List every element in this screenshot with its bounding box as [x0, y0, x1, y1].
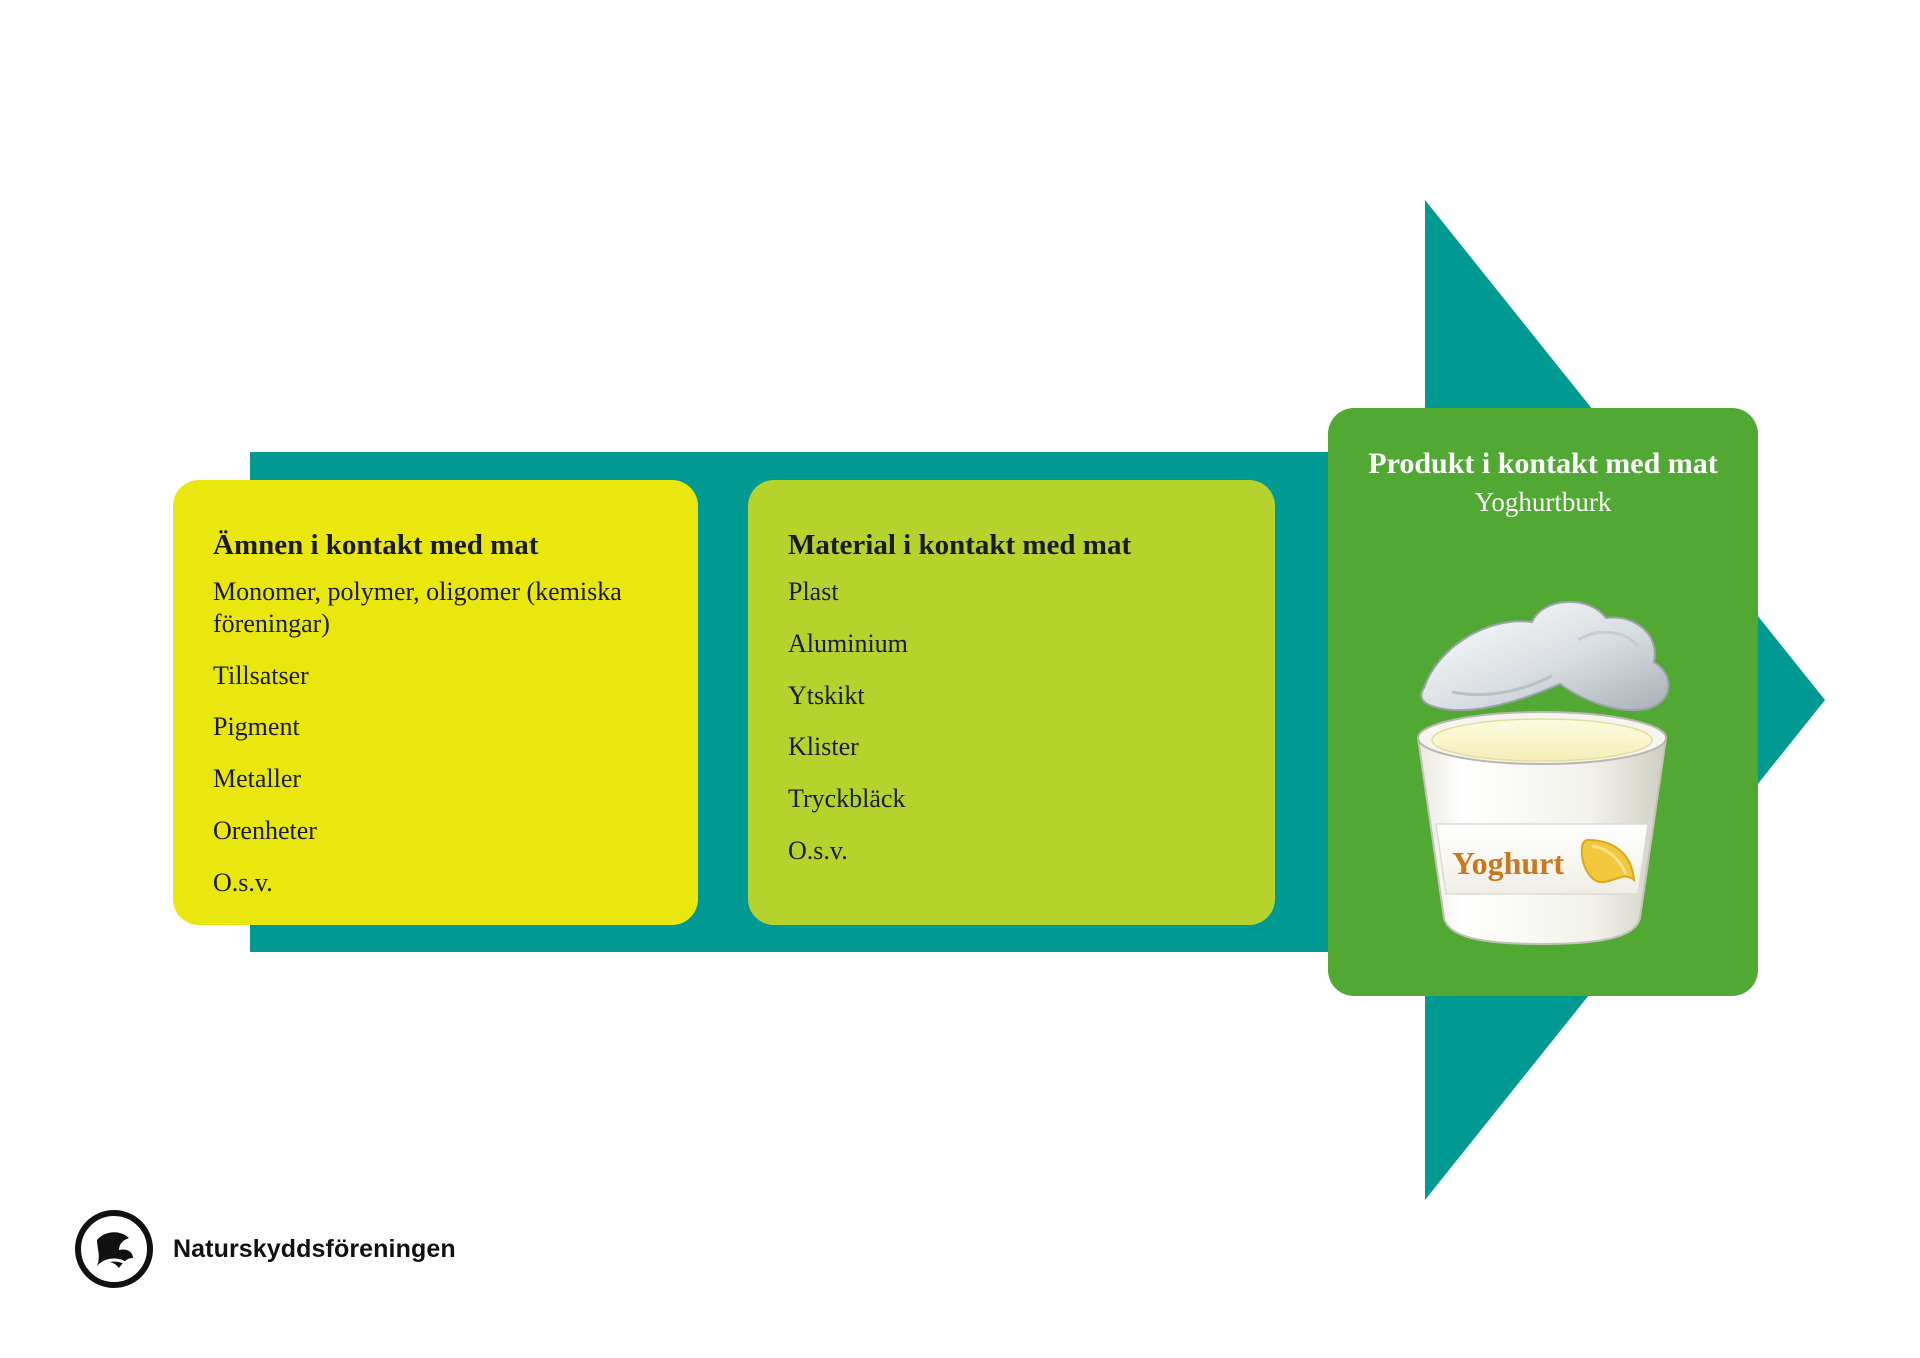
card-product-subtitle: Yoghurtburk — [1474, 487, 1612, 518]
yoghurt-cup-icon — [1392, 588, 1692, 948]
list-item: Klister — [788, 732, 859, 762]
card-product-title: Produkt i kontakt med mat — [1368, 447, 1718, 480]
card-substances — [173, 480, 698, 925]
yoghurt-label-text: Yoghurt — [1452, 845, 1565, 881]
card-materials-list — [788, 576, 1235, 866]
list-item: Monomer, polymer, oligomer (kemiska föreningar) — [213, 577, 622, 638]
organisation-name: Naturskyddsföreningen — [173, 1234, 456, 1263]
list-item: Aluminium — [788, 628, 908, 658]
card-substances-title: Ämnen i kontakt med mat — [213, 529, 539, 561]
naturskyddsforeningen-logo-icon — [75, 1210, 153, 1288]
list-item: O.s.v. — [788, 835, 848, 865]
list-item: Ytskikt — [788, 680, 865, 710]
list-item: Plast — [788, 577, 839, 607]
list-item: Orenheter — [213, 815, 317, 845]
list-item: Metaller — [213, 764, 302, 794]
list-item: Pigment — [213, 712, 300, 742]
list-item: O.s.v. — [213, 867, 273, 897]
yoghurt-surface — [1432, 719, 1652, 761]
card-materials — [748, 480, 1275, 925]
list-item: Tryckbläck — [788, 784, 906, 814]
card-materials-title: Material i kontakt med mat — [788, 529, 1132, 561]
list-item: Tillsatser — [213, 660, 309, 690]
footer — [75, 1210, 456, 1288]
card-substances-list — [213, 576, 658, 898]
